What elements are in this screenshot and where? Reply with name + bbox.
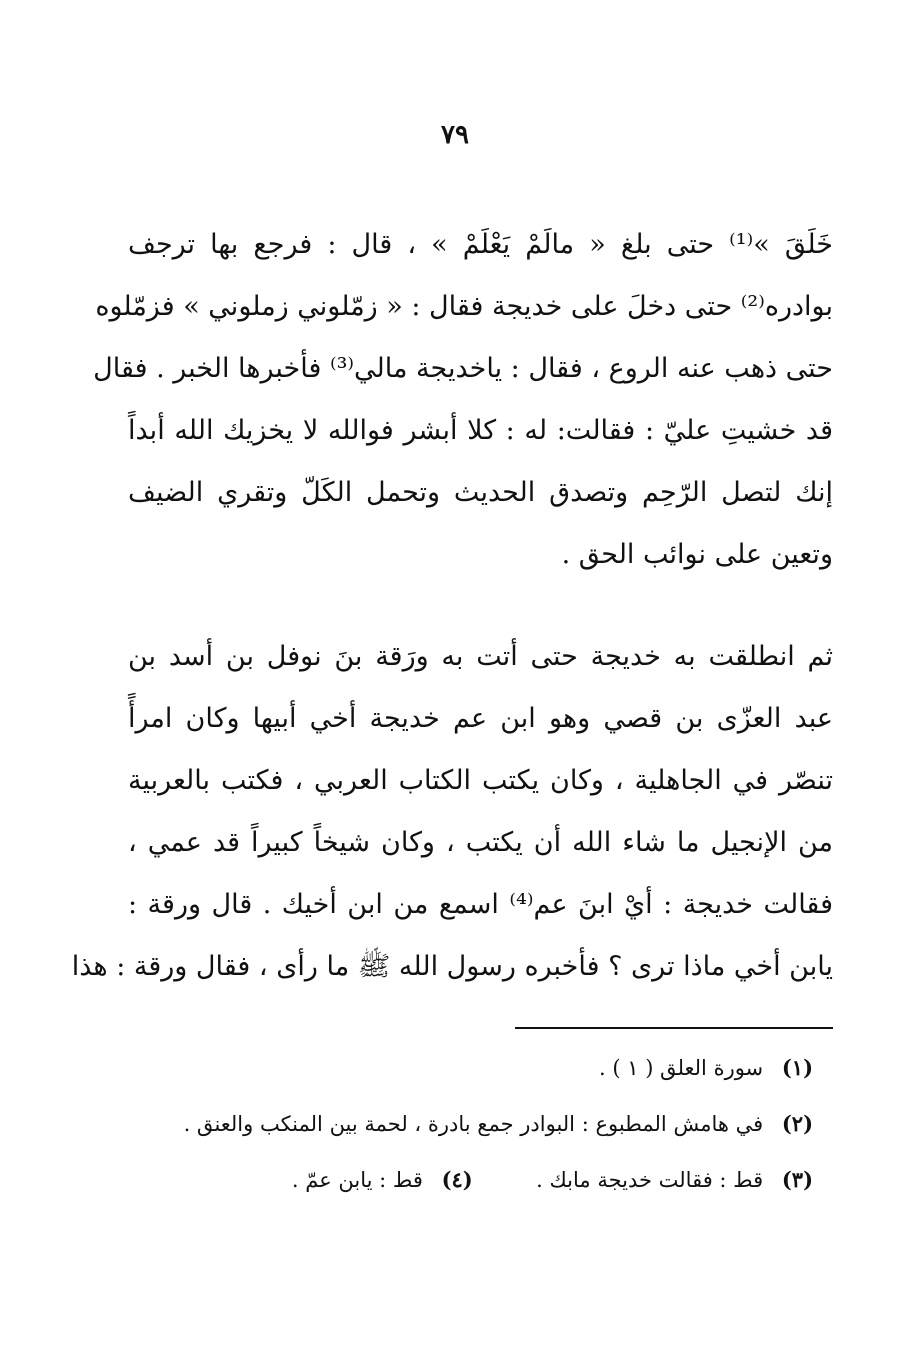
text-line: يابن أخي ماذا ترى ؟ فأخبره رسول الله ﷺ ما رأى ، فقال ورقة : هذا xyxy=(71,951,833,982)
footnote-text: في هامش المطبوع : البوادر جمع بادرة ، لحمة بين المنكب والعنق . xyxy=(183,1112,764,1136)
text-line: تنصّر في الجاهلية ، وكان يكتب الكتاب العربي ، فكتب بالعربية xyxy=(128,765,833,796)
text-line: إنك لتصل الرّحِم وتصدق الحديث وتحمل الكَلّ وتقري الضيف xyxy=(128,477,833,508)
text-line: من الإنجيل ما شاء الله أن يكتب ، وكان شيخاً كبيراً قد عمي ، xyxy=(128,827,833,858)
footnote-text: قط : يابن عمّ . xyxy=(291,1168,423,1192)
footnote-1 xyxy=(128,1040,813,1096)
text-line: ثم انطلقت به خديجة حتى أتت به ورَقة بنَ نوفل بن أسد بن xyxy=(128,641,833,672)
footnote-2 xyxy=(128,1096,813,1152)
footnote-text: قط : فقالت خديجة مابك . xyxy=(536,1168,764,1192)
footnote-number: (٤) xyxy=(441,1167,473,1192)
footnote-number: (٢) xyxy=(781,1111,813,1136)
footnote-number: (٣) xyxy=(781,1167,813,1192)
text-line: حتى ذهب عنه الروع ، فقال : ياخديجة مالي⁽³⁾ فأخبرها الخبر . فقال xyxy=(93,353,833,384)
text-line: خَلَقَ »⁽¹⁾ حتى بلغ « مالَمْ يَعْلَمْ » ، قال : فرجع بها ترجف xyxy=(128,229,833,260)
text-line: قد خشيتِ عليّ : فقالت: له : كلا أبشر فوالله لا يخزيك الله أبداً xyxy=(128,415,833,446)
text-line: عبد العزّى بن قصي وهو ابن عم خديجة أخي أبيها وكان امرأً xyxy=(128,703,833,734)
footnote-3-4 xyxy=(128,1152,813,1208)
footnote-number: (١) xyxy=(781,1055,813,1080)
page-number: ٧٩ xyxy=(441,120,469,150)
footnote-text: سورة العلق ( ١ ) . xyxy=(599,1056,764,1080)
text-line: فقالت خديجة : أيْ ابنَ عم⁽⁴⁾ اسمع من ابن أخيك . قال ورقة : xyxy=(128,889,833,920)
footnote-divider xyxy=(515,1027,833,1029)
text-line: بوادره⁽²⁾ حتى دخلَ على خديجة فقال : « زمّلوني زملوني » فزمّلوه xyxy=(95,291,833,322)
footnotes xyxy=(128,1040,813,1208)
paragraph-1 xyxy=(93,214,833,586)
text-line: وتعين على نوائب الحق . xyxy=(561,539,833,570)
paragraph-2 xyxy=(71,626,833,998)
